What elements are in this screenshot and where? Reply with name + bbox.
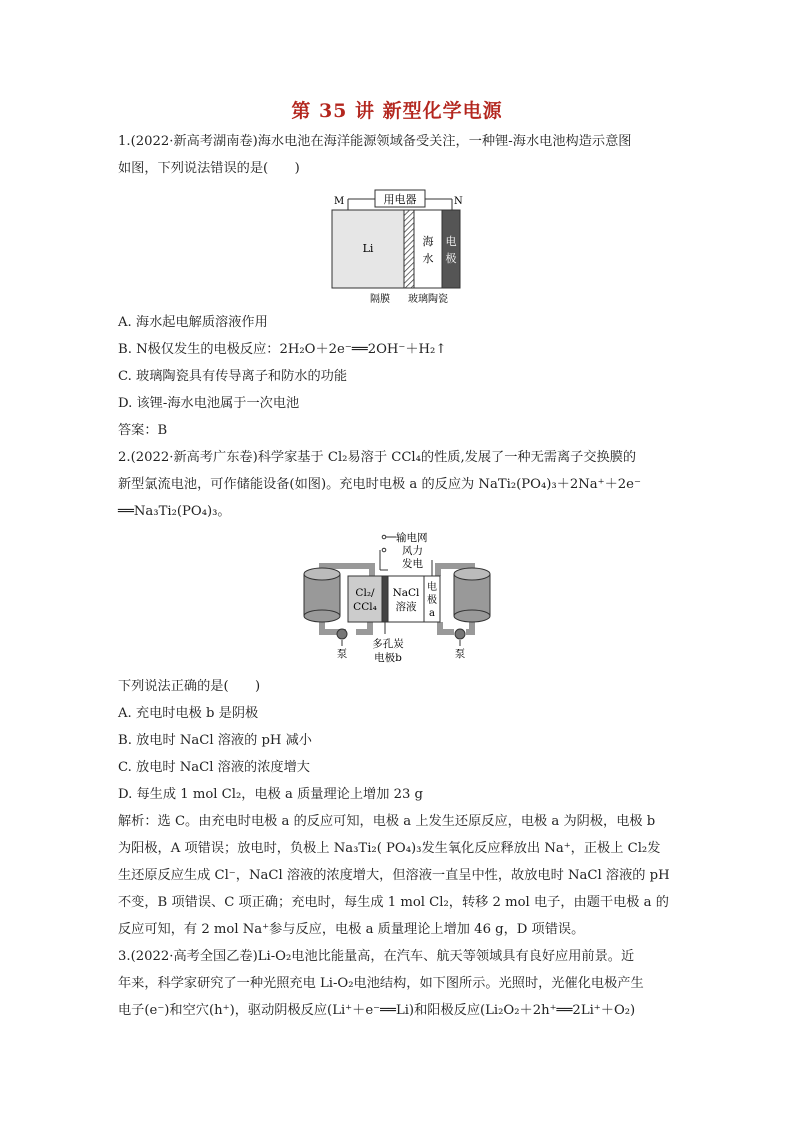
terminal-m-label: M xyxy=(334,196,345,207)
porous-label-2: 电极b xyxy=(374,652,402,664)
q1-answer: 答案：B xyxy=(118,423,168,438)
page-title: 第 35 讲 新型化学电源 xyxy=(291,100,503,122)
electrode-a-label-3: a xyxy=(429,608,435,619)
porous-carbon-electrode xyxy=(382,576,388,622)
q2-analysis-line4: 不变，B 项错误、C 项正确；充电时，每生成 1 mol Cl₂，转移 2 mol 电子，由题干电极 a 的 xyxy=(118,895,669,910)
wind-label-2: 发电 xyxy=(402,558,423,570)
q2-stem-line3: ══Na₃Ti₂(PO₄)₃。 xyxy=(118,504,231,519)
q2-analysis-line2: 为阳极，A 项错误；放电时，负极上 Na₃Ti₂( PO₄)₃发生氧化反应释放出 Na⁺，正极上 Cl₂发 xyxy=(118,841,661,856)
terminal-n-label: N xyxy=(454,196,463,207)
ceramic-label: 玻璃陶瓷 xyxy=(408,294,448,305)
seawater-label-1: 海 xyxy=(422,235,434,248)
q2-analysis-line1: 解析：选 C。由充电时电极 a 的反应可知，电极 a 上发生还原反应，电极 a 为阴极，电极 b xyxy=(118,814,656,829)
right-pump-label: 泵 xyxy=(454,648,466,660)
separator xyxy=(404,210,414,288)
ccl4-label: CCl₄ xyxy=(353,601,377,613)
electrode-a-label-2: 极 xyxy=(427,595,437,606)
q1-option-b: B. N极仅发生的电极反应：2H₂O＋2e⁻══2OH⁻＋H₂↑ xyxy=(118,342,447,357)
q3-stem-line2: 年来，科学家研究了一种光照充电 Li-O₂电池结构，如下图所示。光照时，光催化电极产生 xyxy=(118,976,644,991)
q2-figure xyxy=(296,530,502,670)
electrode-label-2: 极 xyxy=(445,252,457,265)
q1-option-d: D. 该锂-海水电池属于一次电池 xyxy=(118,396,300,411)
q2-stem-line1: 2.(2022·新高考广东卷)科学家基于 Cl₂易溶于 CCl₄的性质,发展了一种无需离子交换膜的 xyxy=(118,450,637,465)
q2-option-c: C. 放电时 NaCl 溶液的浓度增大 xyxy=(118,760,310,775)
cl2-label: Cl₂/ xyxy=(355,587,375,599)
wind-label-1: 风力 xyxy=(402,545,423,557)
grid-label: 输电网 xyxy=(396,532,428,544)
q2-analysis-line5: 反应可知，有 2 mol Na⁺参与反应，电极 a 质量理论上增加 46 g，D 项错误。 xyxy=(118,922,585,937)
load-device-label: 用电器 xyxy=(383,193,417,206)
q2-option-b: B. 放电时 NaCl 溶液的 pH 减小 xyxy=(118,733,312,748)
electrode-a-label-1: 电 xyxy=(427,582,437,593)
left-pump-label: 泵 xyxy=(336,648,348,660)
q2-question-stem: 下列说法正确的是( ) xyxy=(118,679,261,694)
right-pump xyxy=(455,629,465,639)
q1-option-c: C. 玻璃陶瓷具有传导离子和防水的功能 xyxy=(118,369,348,384)
left-pump xyxy=(337,629,347,639)
q2-stem-line2: 新型氯流电池，可作储能设备(如图)。充电时电极 a 的反应为 NaTi₂(PO₄)₃＋2Na⁺＋2e⁻ xyxy=(118,477,641,492)
seawater-label-2: 水 xyxy=(422,252,434,265)
nacl-compartment xyxy=(388,576,424,622)
seawater-region xyxy=(414,210,442,288)
n-electrode xyxy=(442,210,460,288)
q1-option-a: A. 海水起电解质溶液作用 xyxy=(118,315,268,330)
lithium-label: Li xyxy=(362,242,374,255)
membrane-label: 隔膜 xyxy=(370,294,390,305)
q3-stem-line1: 3.(2022·高考全国乙卷)Li-O₂电池比能量高，在汽车、航天等领域具有良好应用前景。近 xyxy=(118,949,635,964)
q2-analysis-line3: 生还原反应生成 Cl⁻，NaCl 溶液的浓度增大，但溶液一直呈中性，故放电时 NaCl 溶液的 pH xyxy=(118,868,670,883)
nacl-label: NaCl xyxy=(392,587,420,599)
q1-stem-line2: 如图，下列说法错误的是( ) xyxy=(118,161,300,176)
q2-option-d: D. 每生成 1 mol Cl₂，电极 a 质量理论上增加 23 g xyxy=(118,787,423,802)
electrode-label-1: 电 xyxy=(445,235,457,248)
cl2-ccl4-compartment xyxy=(348,576,382,622)
q3-stem-line3: 电子(e⁻)和空穴(h⁺)，驱动阴极反应(Li⁺＋e⁻══Li)和阳极反应(Li₂O₂＋2h⁺══2Li⁺＋O₂) xyxy=(118,1003,636,1018)
q2-option-a: A. 充电时电极 b 是阴极 xyxy=(118,706,259,721)
porous-label-1: 多孔炭 xyxy=(372,638,404,650)
q1-figure xyxy=(320,186,480,308)
solution-label: 溶液 xyxy=(395,601,417,613)
q1-stem-line1: 1.(2022·新高考湖南卷)海水电池在海洋能源领域备受关注，一种锂-海水电池构造示意图 xyxy=(118,134,632,149)
